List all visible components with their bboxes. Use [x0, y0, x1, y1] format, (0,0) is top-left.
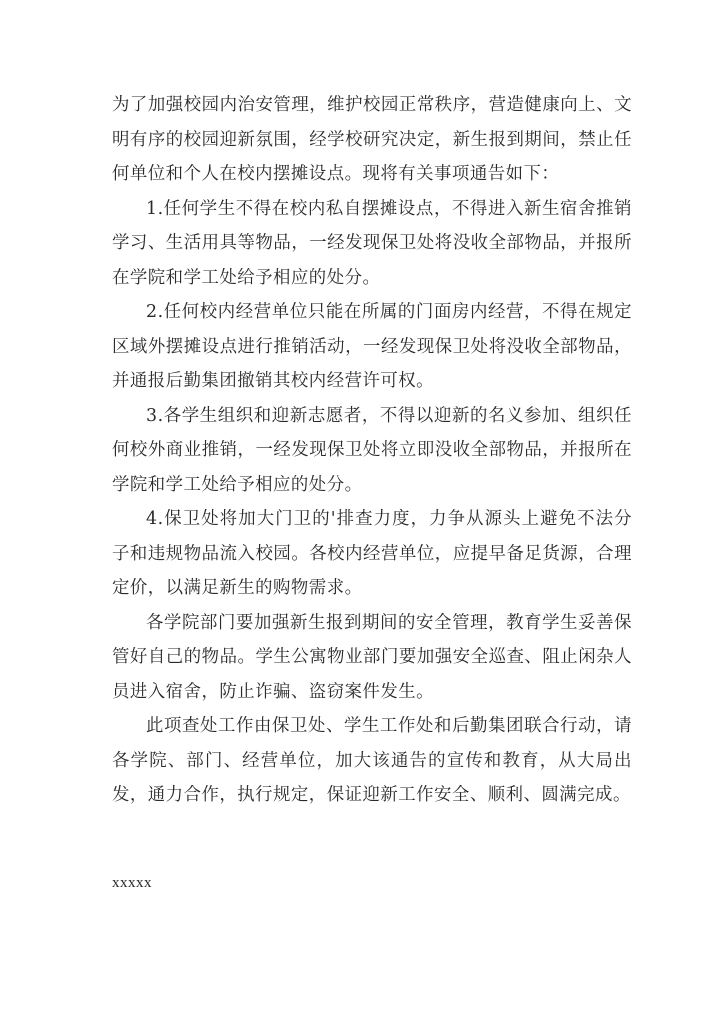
- item-1-paragraph: 1.任何学生不得在校内私自摆摊设点，不得进入新生宿舍推销学习、生活用具等物品，一经发现保卫处将没收全部物品，并报所在学院和学工处给予相应的处分。: [112, 198, 632, 288]
- safety-management-paragraph: 各学院部门要加强新生报到期间的安全管理，教育学生妥善保管好自己的物品。学生公寓物业部门要加强安全巡查、阻止闲杂人员进入宿舍，防止诈骗、盗窃案件发生。: [112, 612, 632, 702]
- item-3-paragraph: 3.各学生组织和迎新志愿者，不得以迎新的名义参加、组织任何校外商业推销，一经发现保卫处将立即没收全部物品，并报所在学院和学工处给予相应的处分。: [112, 405, 632, 495]
- joint-action-paragraph: 此项查处工作由保卫处、学生工作处和后勤集团联合行动，请各学院、部门、经营单位，加大该通告的宣传和教育，从大局出发，通力合作，执行规定，保证迎新工作安全、顺利、圆满完成。: [112, 716, 632, 805]
- signature-text: xxxxx: [112, 875, 152, 891]
- intro-paragraph: 为了加强校园内治安管理，维护校园正常秩序，营造健康向上、文明有序的校园迎新氛围，经学校研究决定，新生报到期间，禁止任何单位和个人在校内摆摊设点。现将有关事项通告如下：: [112, 95, 632, 184]
- notice-body: [112, 88, 632, 813]
- item-4-paragraph: 4.保卫处将加大门卫的'排查力度，力争从源头上避免不法分子和违规物品流入校园。各校内经营单位，应提早备足货源，合理定价，以满足新生的购物需求。: [112, 509, 632, 598]
- item-2-paragraph: 2.任何校内经营单位只能在所属的门面房内经营，不得在规定区域外摆摊设点进行推销活动，一经发现保卫处将没收全部物品，并通报后勤集团撤销其校内经营许可权。: [112, 302, 632, 391]
